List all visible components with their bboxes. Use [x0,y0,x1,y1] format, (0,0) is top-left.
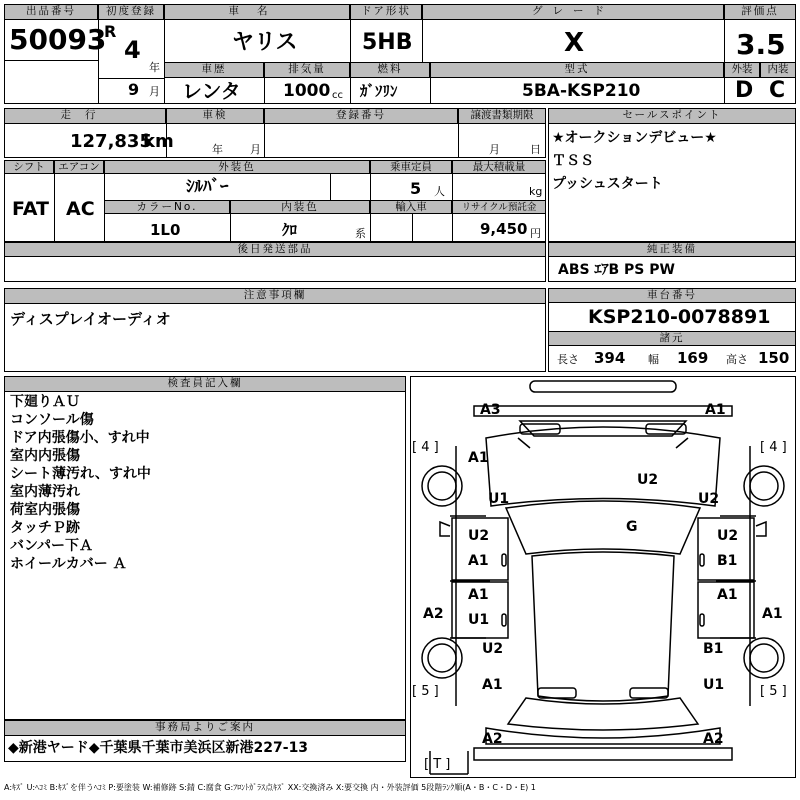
car-name-label: 車名 [164,4,350,20]
shift-label: シフト [4,160,54,174]
interior-color-unit: 系 [355,227,366,240]
office-text: ◆新港ヤード◆千葉県千葉市美浜区新港227-13 [8,740,309,756]
int-grade: C [769,78,786,103]
recycle-label: リサイクル預託金 [452,200,546,214]
inspector-note: タッチＰ跡 [10,520,80,536]
mark-door-fr-upper: U2 [717,528,739,544]
caution-label: 注意事項欄 [4,288,546,304]
max-load-label: 最大積載量 [452,160,546,174]
model: 5BA-KSP210 [522,81,641,101]
plate-label: 登録番号 [264,108,458,124]
ac: AC [66,198,95,220]
mark-side-left: A2 [423,606,444,622]
mark-hood: U2 [637,472,659,488]
score: 3.5 [736,28,786,61]
width-label: 幅 [648,353,659,366]
mark-front-left: A3 [480,402,501,418]
history: レンタ [182,79,241,103]
door-label: ドア形状 [350,4,422,20]
mark-fender-rr-upper: B1 [703,641,724,657]
mark-fender-rr-lower: U1 [703,677,725,693]
mark-door-fr-lower: B1 [717,553,738,569]
score-label: 評価点 [724,4,796,20]
mark-door-rl-lower: U1 [468,612,490,628]
import-label: 輸入車 [370,200,452,214]
shift: FAT [12,198,49,220]
mark-fender-fl: A1 [468,450,489,466]
color-no-label: カラーNo. [104,200,230,214]
inspector-note: シート薄汚れ、すれ中 [10,466,151,482]
mark-fender-fl-lower: U1 [488,491,510,507]
mark-door-rl-upper: A1 [468,587,489,603]
fuel-label: 燃料 [350,62,430,78]
legend: A:ｷｽﾞ U:ﾍｺﾐ B:ｷｽﾞを伴うﾍｺﾐ P:要塗装 W:補修跡 S:錆 C:腐食 G:ﾌﾛﾝﾄｶﾞﾗｽ点ｷｽﾞ XX:交換済み X:要交換 内・外装評価 5段階ﾗﾝｸ順(A・B・C・D・E) 1 [4,783,536,792]
mark-side-right: A1 [762,606,783,622]
tire-rr-count: [ 5 ] [760,684,787,699]
inspector-note: ホイールカバー Ａ [10,556,127,572]
displacement-label: 排気量 [264,62,350,78]
mark-fender-rl-upper: U2 [482,641,504,657]
genuine-equipment: ABS ｴｱB PS PW [558,262,675,278]
inspector-note: 下廻りＡＵ [10,394,80,410]
door-type: 5HB [362,30,413,55]
mark-door-rr: A1 [717,587,738,603]
first-reg-label: 初度登録 [98,4,164,20]
mileage: 127,835 [70,131,152,152]
inspector-note: コンソール傷 [10,412,94,428]
inspection-label: 車検 [166,108,264,124]
mark-windshield: G [626,519,638,535]
color-no: 1L0 [150,221,181,239]
length: 394 [594,349,626,367]
sales-point-1: ★オークションデビュー★ [552,130,717,146]
year-unit: 年 [149,61,160,74]
mark-rear-left: A2 [482,731,503,747]
mark-rear-right: A2 [703,731,724,747]
inspector-label: 検査員記入欄 [4,376,406,392]
capacity: 5 [410,179,422,198]
inspection-month-unit: 月 [250,143,261,156]
length-label: 長さ [557,353,579,366]
height: 150 [758,349,790,367]
sales-point-3: プッシュスタート [552,176,663,192]
first-reg-month: 9 [128,80,140,99]
mark-front-right: A1 [705,402,726,418]
transfer-label: 譲渡書類期限 [458,108,546,124]
car-outline [410,376,796,778]
sales-points-label: セールスポイント [548,108,796,124]
grade-label: グレード [422,4,724,20]
inspector-note: 室内内張傷 [10,448,80,464]
sales-point-2: ＴＳＳ [552,153,594,169]
inspector-note: 室内薄汚れ [10,484,80,500]
specs-label: 諸元 [548,331,796,346]
mileage-label: 走行 [4,108,166,124]
chassis-label: 車台番号 [548,288,796,303]
spare-tire-mark: [ T ] [424,757,451,772]
month-unit: 月 [149,85,160,98]
displacement-unit: cc [332,90,343,101]
later-parts-label: 後日発送部品 [4,242,546,257]
mark-door-fl-lower: A1 [468,553,489,569]
first-reg-era: R [104,22,117,41]
inspection-year-unit: 年 [212,143,223,156]
inspector-note: ドア内張傷小、すれ中 [10,430,150,446]
grade: X [564,28,585,58]
first-reg-year: 4 [124,36,141,64]
inspector-note: バンパー下Ａ [10,538,94,554]
height-label: 高さ [726,353,748,366]
fuel: ｶﾞｿﾘﾝ [360,82,398,100]
interior-color: ｸﾛ [282,221,298,239]
ext-label: 外装 [724,62,760,78]
history-label: 車歴 [164,62,264,78]
mark-fender-rl-lower: A1 [482,677,503,693]
mark-door-fl-upper: U2 [468,528,490,544]
transfer-month-unit: 月 [489,143,500,156]
office-label: 事務局よりご案内 [4,720,406,736]
transfer-day-unit: 日 [530,143,541,156]
caution-text: ディスプレイオーディオ [10,310,171,328]
inspector-note: 荷室内張傷 [10,502,80,518]
lot-no: 50093 [9,23,107,56]
capacity-label: 乗車定員 [370,160,452,174]
ext-grade: D [735,78,754,103]
max-load-unit: kg [529,185,543,198]
chassis-no: KSP210-0078891 [588,306,771,328]
displacement: 1000 [283,81,331,101]
tire-fr-count: [ 4 ] [760,440,787,455]
recycle: 9,450 [480,220,528,238]
recycle-unit: 円 [530,227,541,240]
ac-label: エアコン [54,160,104,174]
lot-no-label: 出品番号 [4,4,98,20]
color: ｼﾙﾊﾞｰ [186,177,229,197]
width: 169 [677,349,709,367]
mark-fender-fr: U2 [698,491,720,507]
interior-color-label: 内装色 [230,200,370,214]
model-label: 型式 [430,62,724,78]
genuine-label: 純正装備 [548,242,796,257]
int-label: 内装 [760,62,796,78]
car-name: ヤリス [232,30,298,55]
tire-fl-count: [ 4 ] [412,440,439,455]
tire-rl-count: [ 5 ] [412,684,439,699]
capacity-unit: 人 [434,185,445,198]
color-label: 外装色 [104,160,370,174]
mileage-unit: km [143,131,174,152]
